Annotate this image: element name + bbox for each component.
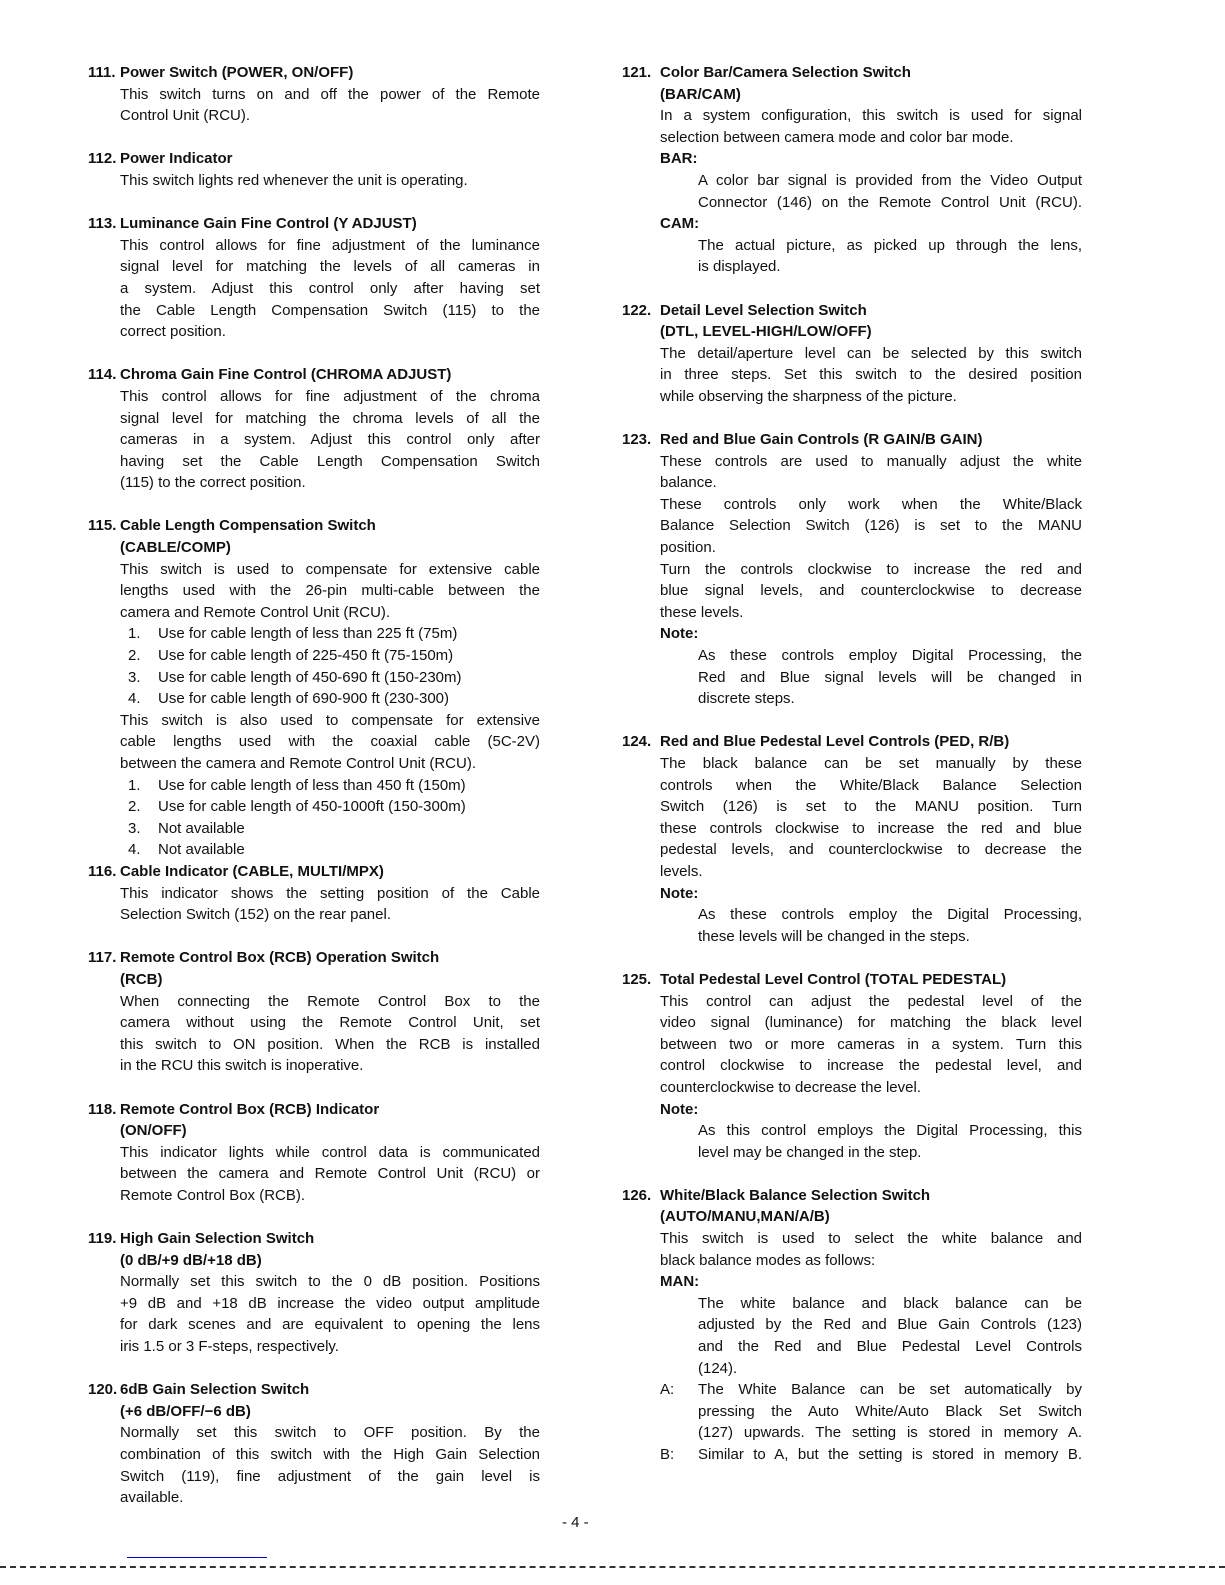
- item-marker: 4.: [128, 690, 141, 708]
- text-line: [622, 343, 1082, 365]
- text-line: [88, 1163, 540, 1185]
- text-line: [622, 1314, 1082, 1336]
- line-text: These controls are used to manually adjust the white: [660, 452, 1082, 470]
- line-text: (BAR/CAM): [660, 85, 741, 103]
- text-line: [88, 623, 540, 645]
- line-text: Not available: [158, 819, 245, 837]
- text-line: [622, 515, 1082, 537]
- line-text: As these controls employ the Digital Processing,: [698, 906, 1082, 924]
- blank-line: [88, 192, 540, 214]
- line-text: and the Red and Blue Pedestal Level Controls: [698, 1338, 1082, 1356]
- text-line: [88, 1055, 540, 1077]
- text-line: [622, 645, 1082, 667]
- text-line: [622, 170, 1082, 192]
- section-title: Power Switch (POWER, ON/OFF): [120, 64, 354, 81]
- section-heading: [622, 731, 1082, 753]
- text-line: [88, 256, 540, 278]
- text-line: [88, 1012, 540, 1034]
- text-line: [622, 494, 1082, 516]
- text-line: [88, 1314, 540, 1336]
- line-text: controls when the White/Black Balance Selection: [660, 776, 1082, 794]
- line-text: As this control employs the Digital Processing, this: [698, 1122, 1082, 1140]
- line-text: (0 dB/+9 dB/+18 dB): [120, 1251, 262, 1269]
- text-line: [88, 1336, 540, 1358]
- line-text: between the camera and Remote Control Unit (RCU) or: [120, 1165, 540, 1183]
- line-text: pressing the Auto White/Auto Black Set Switch: [698, 1402, 1082, 1420]
- text-line: [88, 839, 540, 861]
- text-line: [622, 1142, 1082, 1164]
- text-line: [88, 1466, 540, 1488]
- text-line: [622, 1099, 1082, 1121]
- text-line: [622, 1422, 1082, 1444]
- line-text: these levels will be changed in the steps.: [698, 927, 970, 945]
- text-line: [622, 84, 1082, 106]
- item-marker: 2.: [128, 798, 141, 816]
- text-line: [622, 667, 1082, 689]
- line-text: Connector (146) on the Remote Control Unit (RCU).: [698, 193, 1082, 211]
- text-line: [622, 1293, 1082, 1315]
- section-heading: [88, 1099, 540, 1121]
- text-line: [622, 559, 1082, 581]
- section-heading: [622, 1185, 1082, 1207]
- section-heading: [88, 1379, 540, 1401]
- line-text: Use for cable length of 450-690 ft (150-230m): [158, 668, 462, 686]
- text-line: [622, 753, 1082, 775]
- line-text: (RCB): [120, 970, 163, 988]
- line-text: CAM:: [660, 215, 700, 233]
- line-text: This control allows for fine adjustment of the chroma: [120, 387, 540, 405]
- line-text: This switch is used to compensate for extensive cable: [120, 560, 540, 578]
- line-text: The White Balance can be set automatically by: [698, 1381, 1082, 1399]
- line-text: Use for cable length of 690-900 ft (230-300): [158, 690, 450, 708]
- text-line: [88, 667, 540, 689]
- line-text: Similar to A, but the setting is stored in memory B.: [698, 1446, 1082, 1463]
- line-text: in the RCU this switch is inoperative.: [120, 1057, 364, 1075]
- text-line: [622, 1077, 1082, 1099]
- text-line: [622, 235, 1082, 257]
- blank-line: [622, 710, 1082, 732]
- text-line: [88, 278, 540, 300]
- line-text: Turn the controls clockwise to increase the red and: [660, 560, 1082, 578]
- text-line: [622, 386, 1082, 408]
- text-line: [88, 710, 540, 732]
- section-number: 113.: [88, 215, 117, 233]
- line-text: combination of this switch with the High Gain Selection: [120, 1446, 540, 1463]
- line-text: (124).: [698, 1359, 738, 1377]
- blank-line: [622, 278, 1082, 300]
- text-line: [88, 537, 540, 559]
- text-line: [622, 926, 1082, 948]
- line-text: in three steps. Set this switch to the desired position: [660, 366, 1082, 384]
- text-line: [88, 1293, 540, 1315]
- line-text: (115) to the correct position.: [120, 474, 306, 492]
- line-text: level may be changed in the step.: [698, 1143, 922, 1161]
- line-text: Use for cable length of less than 225 ft (75m): [158, 625, 458, 643]
- text-line: [88, 559, 540, 581]
- line-text: Use for cable length of less than 450 ft (150m): [158, 776, 466, 794]
- section-heading: [622, 62, 1082, 84]
- line-text: discrete steps.: [698, 690, 795, 708]
- section-heading: [88, 1228, 540, 1250]
- line-text: balance.: [660, 474, 717, 492]
- text-line: [88, 429, 540, 451]
- text-line: [88, 904, 540, 926]
- text-line: [88, 991, 540, 1013]
- section-number: 119.: [88, 1230, 117, 1248]
- line-text: This switch lights red whenever the unit is operating.: [120, 171, 468, 189]
- text-line: [622, 1358, 1082, 1380]
- text-line: [622, 1401, 1082, 1423]
- line-text: Normally set this switch to the 0 dB position. Positions: [120, 1273, 540, 1291]
- section-number: 112.: [88, 150, 117, 168]
- line-text: adjusted by the Red and Blue Gain Controls (123): [698, 1316, 1082, 1334]
- text-line: [622, 1250, 1082, 1272]
- section-heading: [622, 969, 1082, 991]
- text-line: [622, 818, 1082, 840]
- text-line: [622, 213, 1082, 235]
- section-title: Detail Level Selection Switch: [660, 301, 867, 319]
- text-line: [88, 883, 540, 905]
- line-text: When connecting the Remote Control Box to the: [120, 992, 540, 1010]
- text-line: [88, 472, 540, 494]
- line-text: while observing the sharpness of the picture.: [660, 387, 957, 405]
- blank-line: [88, 127, 540, 149]
- section-number: 124.: [622, 733, 652, 751]
- line-text: The actual picture, as picked up through the lens,: [698, 236, 1082, 254]
- line-text: these controls clockwise to increase the red and blue: [660, 819, 1082, 837]
- blank-line: [88, 1206, 540, 1228]
- text-line: [88, 105, 540, 127]
- text-line: [622, 991, 1082, 1013]
- text-line: [622, 775, 1082, 797]
- line-text: Note:: [660, 1100, 699, 1118]
- line-text: Red and Blue signal levels will be changed in: [698, 668, 1082, 686]
- text-line: [622, 451, 1082, 473]
- item-marker: B:: [660, 1446, 675, 1463]
- left-column: [88, 62, 540, 1509]
- line-text: MAN:: [660, 1273, 700, 1291]
- line-text: The detail/aperture level can be selected by this switch: [660, 344, 1082, 362]
- section-title: 6dB Gain Selection Switch: [120, 1381, 310, 1399]
- section-number: 120.: [88, 1381, 118, 1399]
- section-heading: [88, 148, 540, 170]
- section-heading: [88, 213, 540, 235]
- line-text: A color bar signal is provided from the Video Output: [698, 171, 1082, 189]
- line-text: cable lengths used with the coaxial cable (5C-2V): [120, 733, 540, 751]
- text-line: [622, 364, 1082, 386]
- section-number: 115.: [88, 517, 117, 535]
- text-line: [622, 1012, 1082, 1034]
- section-title: Remote Control Box (RCB) Operation Switch: [120, 949, 440, 967]
- blank-line: [622, 947, 1082, 969]
- text-line: [88, 451, 540, 473]
- blank-line: [88, 926, 540, 948]
- text-line: [622, 1444, 1082, 1466]
- text-line: [88, 1487, 540, 1509]
- text-line: [622, 1336, 1082, 1358]
- item-marker: 4.: [128, 841, 141, 859]
- section-number: 121.: [622, 64, 652, 81]
- line-text: Normally set this switch to OFF position. By the: [120, 1424, 540, 1442]
- section-number: 114.: [88, 366, 117, 384]
- text-line: [622, 1206, 1082, 1228]
- section-number: 123.: [622, 431, 652, 449]
- line-text: black balance modes as follows:: [660, 1251, 876, 1269]
- text-line: [622, 580, 1082, 602]
- line-text: The white balance and black balance can be: [698, 1294, 1082, 1312]
- text-line: [88, 731, 540, 753]
- text-line: [622, 472, 1082, 494]
- line-text: the Cable Length Compensation Switch (115) to the: [120, 301, 540, 319]
- item-marker: A:: [660, 1381, 675, 1399]
- blank-line: [622, 408, 1082, 430]
- section-title: Red and Blue Gain Controls (R GAIN/B GAIN): [660, 431, 983, 449]
- line-text: levels.: [660, 862, 703, 880]
- line-text: this switch to ON position. When the RCB is installed: [120, 1035, 540, 1053]
- line-text: (CABLE/COMP): [120, 539, 231, 557]
- line-text: camera without using the Remote Control Unit, set: [120, 1014, 540, 1032]
- line-text: signal level for matching the levels of all cameras in: [120, 258, 540, 276]
- section-title: Chroma Gain Fine Control (CHROMA ADJUST): [120, 366, 452, 384]
- line-text: pedestal levels, and counterclockwise to decrease the: [660, 841, 1082, 859]
- page-number: - 4 -: [562, 1514, 589, 1531]
- line-text: for dark scenes and are equivalent to opening the lens: [120, 1316, 540, 1334]
- section-title: Red and Blue Pedestal Level Controls (PED, R/B): [660, 733, 1010, 751]
- blank-line: [88, 1077, 540, 1099]
- section-title: Total Pedestal Level Control (TOTAL PEDESTAL): [660, 970, 1007, 988]
- section-number: 125.: [622, 970, 652, 988]
- text-line: [88, 969, 540, 991]
- section-number: 118.: [88, 1100, 117, 1118]
- section-title: Power Indicator: [120, 150, 233, 168]
- section-title: High Gain Selection Switch: [120, 1230, 315, 1248]
- line-text: a system. Adjust this control only after having set: [120, 279, 540, 297]
- line-text: is displayed.: [698, 258, 781, 276]
- text-line: [622, 796, 1082, 818]
- text-line: [622, 1055, 1082, 1077]
- text-line: [622, 1034, 1082, 1056]
- text-line: [88, 300, 540, 322]
- section-heading: [88, 62, 540, 84]
- text-line: [88, 321, 540, 343]
- section-heading: [622, 429, 1082, 451]
- item-marker: 3.: [128, 668, 141, 686]
- line-text: This switch is used to select the white balance and: [660, 1230, 1082, 1248]
- line-text: correct position.: [120, 323, 226, 341]
- line-text: video signal (luminance) for matching the black level: [660, 1014, 1082, 1032]
- text-line: [88, 1250, 540, 1272]
- line-text: blue signal levels, and counterclockwise to decrease: [660, 582, 1082, 600]
- text-line: [88, 1142, 540, 1164]
- text-line: [622, 883, 1082, 905]
- line-text: Switch (119), fine adjustment of the gain level is: [120, 1467, 540, 1485]
- text-line: [622, 1228, 1082, 1250]
- text-line: [622, 1271, 1082, 1293]
- text-line: [622, 904, 1082, 926]
- text-line: [88, 818, 540, 840]
- line-text: Use for cable length of 450-1000ft (150-300m): [158, 798, 466, 816]
- line-text: Note:: [660, 884, 699, 902]
- blank-line: [622, 1163, 1082, 1185]
- line-text: available.: [120, 1489, 184, 1507]
- section-number: 116.: [88, 862, 117, 880]
- text-line: [88, 775, 540, 797]
- line-text: position.: [660, 539, 716, 557]
- text-line: [622, 537, 1082, 559]
- line-text: (AUTO/MANU,MAN/A/B): [660, 1208, 830, 1226]
- right-column: [622, 62, 1082, 1466]
- line-text: iris 1.5 or 3 F-steps, respectively.: [120, 1338, 339, 1356]
- text-line: [88, 602, 540, 624]
- line-text: Remote Control Box (RCB).: [120, 1186, 306, 1204]
- line-text: Use for cable length of 225-450 ft (75-150m): [158, 647, 454, 665]
- text-line: [622, 256, 1082, 278]
- section-title: Cable Length Compensation Switch: [120, 517, 376, 535]
- line-text: (127) upwards. The setting is stored in memory A.: [698, 1424, 1082, 1442]
- item-marker: 1.: [128, 776, 141, 794]
- section-number: 122.: [622, 301, 652, 319]
- text-line: [622, 105, 1082, 127]
- line-text: This indicator shows the setting position of the Cable: [120, 884, 540, 902]
- section-title: Remote Control Box (RCB) Indicator: [120, 1100, 380, 1118]
- item-marker: 1.: [128, 625, 141, 643]
- text-line: [622, 602, 1082, 624]
- line-text: This switch is also used to compensate for extensive: [120, 711, 540, 729]
- section-heading: [622, 300, 1082, 322]
- text-line: [88, 408, 540, 430]
- section-number: 117.: [88, 949, 117, 967]
- line-text: This switch turns on and off the power of the Remote: [120, 85, 540, 103]
- page-edge-line: [0, 1566, 1225, 1568]
- text-line: [88, 1185, 540, 1207]
- section-heading: [88, 364, 540, 386]
- line-text: These controls only work when the White/Black: [660, 495, 1082, 513]
- text-line: [88, 796, 540, 818]
- line-text: (DTL, LEVEL-HIGH/LOW/OFF): [660, 323, 872, 341]
- section-heading: [88, 515, 540, 537]
- line-text: between two or more cameras in a system. Turn this: [660, 1035, 1082, 1053]
- text-line: [622, 1379, 1082, 1401]
- text-line: [622, 839, 1082, 861]
- line-text: control clockwise to increase the pedestal level, and: [660, 1057, 1082, 1075]
- line-text: In a system configuration, this switch is used for signal: [660, 107, 1082, 125]
- line-text: Control Unit (RCU).: [120, 107, 251, 125]
- item-marker: 3.: [128, 819, 141, 837]
- section-title: Cable Indicator (CABLE, MULTI/MPX): [120, 862, 384, 880]
- text-line: [622, 192, 1082, 214]
- line-text: (ON/OFF): [120, 1122, 187, 1140]
- line-text: Selection Switch (152) on the rear panel.: [120, 906, 391, 924]
- line-text: lengths used with the 26-pin multi-cable between the: [120, 582, 540, 600]
- line-text: selection between camera mode and color bar mode.: [660, 128, 1014, 146]
- section-heading: [88, 861, 540, 883]
- line-text: Note:: [660, 625, 699, 643]
- text-line: [88, 1034, 540, 1056]
- line-text: As these controls employ Digital Processing, the: [698, 647, 1082, 665]
- text-line: [88, 753, 540, 775]
- text-line: [88, 645, 540, 667]
- line-text: Balance Selection Switch (126) is set to the MANU: [660, 517, 1082, 535]
- blank-line: [88, 494, 540, 516]
- section-title: White/Black Balance Selection Switch: [660, 1186, 931, 1204]
- text-line: [88, 688, 540, 710]
- line-text: +9 dB and +18 dB increase the video output amplitude: [120, 1294, 540, 1312]
- text-line: [622, 1120, 1082, 1142]
- text-line: [88, 580, 540, 602]
- section-number: 126.: [622, 1186, 652, 1204]
- line-text: BAR:: [660, 150, 698, 168]
- line-text: these levels.: [660, 603, 744, 621]
- line-text: counterclockwise to decrease the level.: [660, 1078, 921, 1096]
- line-text: Not available: [158, 841, 245, 859]
- blue-underline-mark: [127, 1557, 267, 1558]
- section-title: Color Bar/Camera Selection Switch: [660, 64, 911, 81]
- text-line: [88, 386, 540, 408]
- text-line: [622, 623, 1082, 645]
- text-line: [622, 321, 1082, 343]
- text-line: [88, 1401, 540, 1423]
- line-text: camera and Remote Control Unit (RCU).: [120, 603, 391, 621]
- text-line: [88, 1444, 540, 1466]
- text-line: [88, 1120, 540, 1142]
- text-line: [88, 170, 540, 192]
- text-line: [88, 84, 540, 106]
- line-text: having set the Cable Length Compensation Switch: [120, 452, 540, 470]
- section-number: 111.: [88, 64, 116, 81]
- line-text: signal level for matching the chroma levels of all the: [120, 409, 540, 427]
- blank-line: [88, 343, 540, 365]
- line-text: This control allows for fine adjustment of the luminance: [120, 236, 540, 254]
- line-text: This control can adjust the pedestal level of the: [660, 992, 1082, 1010]
- text-line: [88, 1271, 540, 1293]
- text-line: [622, 127, 1082, 149]
- text-line: [622, 148, 1082, 170]
- text-line: [88, 235, 540, 257]
- line-text: The black balance can be set manually by these: [660, 755, 1082, 772]
- line-text: between the camera and Remote Control Unit (RCU).: [120, 755, 476, 772]
- line-text: cameras in a system. Adjust this control only after: [120, 431, 540, 449]
- line-text: This indicator lights while control data is communicated: [120, 1143, 540, 1161]
- item-marker: 2.: [128, 647, 141, 665]
- line-text: Switch (126) is set to the MANU position. Turn: [660, 798, 1082, 816]
- text-line: [622, 688, 1082, 710]
- blank-line: [88, 1358, 540, 1380]
- section-heading: [88, 947, 540, 969]
- line-text: (+6 dB/OFF/−6 dB): [120, 1402, 251, 1420]
- text-line: [622, 861, 1082, 883]
- section-title: Luminance Gain Fine Control (Y ADJUST): [120, 215, 417, 233]
- text-line: [88, 1422, 540, 1444]
